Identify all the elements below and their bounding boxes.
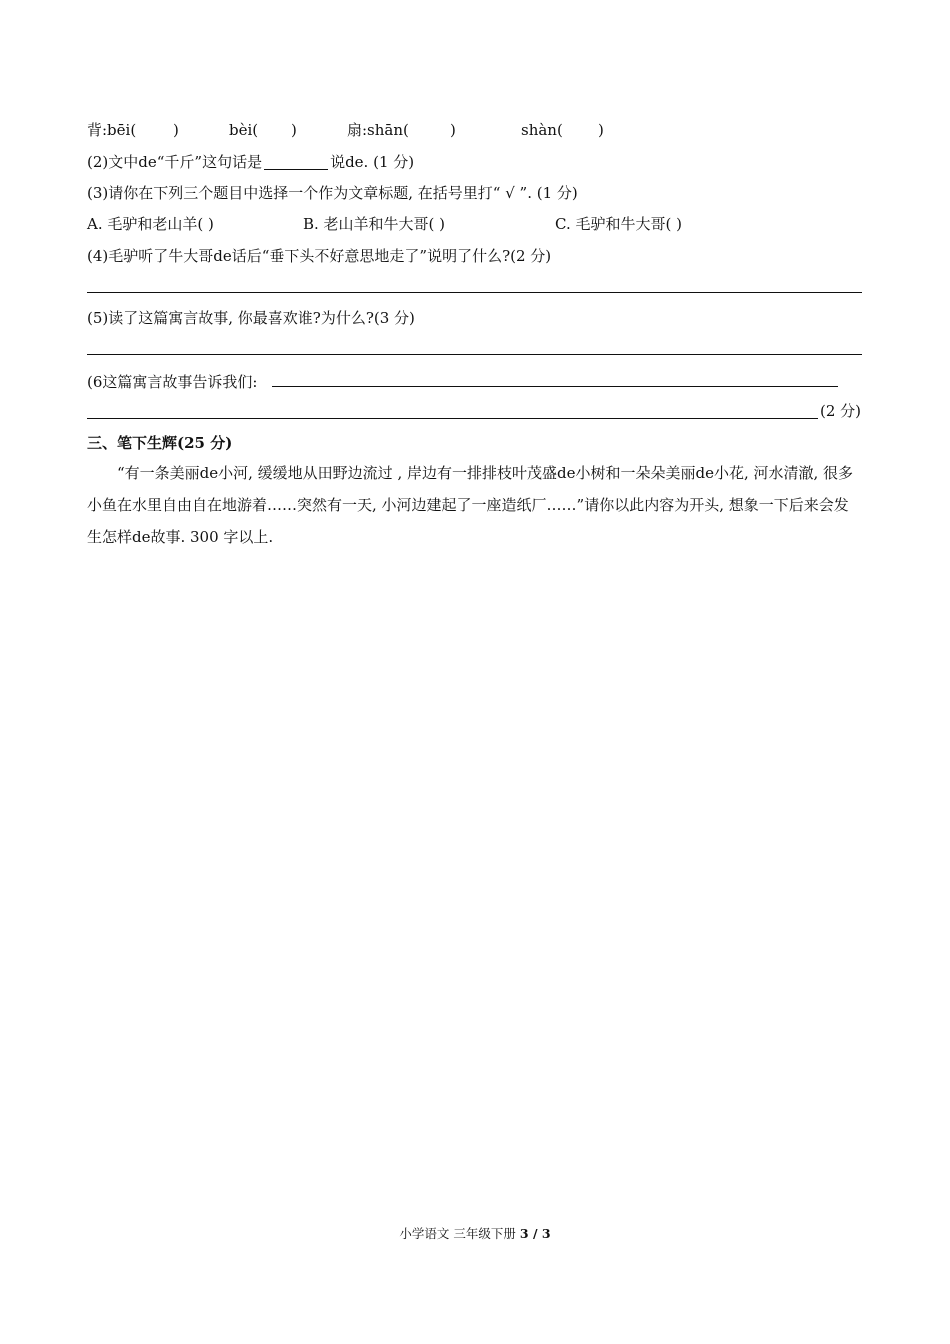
option-b[interactable]: B. 老山羊和牛大哥( ) bbox=[303, 215, 446, 233]
pinyin-bei1-label: 背:bēi( bbox=[87, 121, 137, 139]
page-footer bbox=[0, 1224, 950, 1242]
section-3-heading: 三、笔下生辉(25 分) bbox=[87, 434, 233, 452]
question-6-text: (6这篇寓言故事告诉我们: bbox=[87, 373, 258, 391]
footer-page-number: 3 / 3 bbox=[519, 1226, 551, 1241]
question-4-text: (4)毛驴听了牛大哥de话后“垂下头不好意思地走了”说明了什么?(2 分) bbox=[87, 247, 552, 265]
pinyin-shan4-close: ) bbox=[598, 121, 604, 139]
pinyin-bei1-close: ) bbox=[173, 121, 179, 139]
pinyin-bei4-close: ) bbox=[291, 121, 297, 139]
pinyin-shan1-label: 扇:shān( bbox=[347, 121, 409, 139]
option-c[interactable]: C. 毛驴和牛大哥( ) bbox=[555, 215, 682, 233]
question-2-answer-blank[interactable] bbox=[264, 153, 328, 170]
pinyin-bei4-label: bèi( bbox=[229, 121, 259, 139]
question-6-answer-line-1[interactable] bbox=[272, 386, 838, 387]
question-6-score: (2 分) bbox=[820, 402, 862, 420]
question-3-options bbox=[87, 214, 862, 234]
question-5-text: (5)读了这篇寓言故事, 你最喜欢谁?为什么?(3 分) bbox=[87, 309, 415, 327]
writing-prompt: “有一条美丽de小河, 缓缓地从田野边流过 , 岸边有一排排枝叶茂盛de小树和一朵朵美丽de小花, 河水清澈, 很多小鱼在水里自由自在地游着……突然有一天, 小河边建起了一座造纸厂……”请你以此内容为开头, 想象一下后来会发生怎样de故事. 300 字以上. bbox=[87, 464, 854, 546]
pinyin-shan1-close: ) bbox=[450, 121, 456, 139]
question-4-answer-line[interactable] bbox=[87, 292, 862, 293]
question-2-text-before: (2)文中de“千斤”这句话是 bbox=[87, 153, 263, 171]
question-5-answer-line[interactable] bbox=[87, 354, 862, 355]
footer-label: 小学语文 三年级下册 bbox=[399, 1226, 516, 1241]
question-2 bbox=[87, 152, 414, 172]
question-3-text: (3)请你在下列三个题目中选择一个作为文章标题, 在括号里打“ √ ”. (1 分) bbox=[87, 184, 578, 202]
question-6-answer-line-2[interactable] bbox=[87, 418, 818, 419]
pinyin-shan4-label: shàn( bbox=[521, 121, 563, 139]
question-2-text-after: 说de. (1 分) bbox=[330, 153, 415, 171]
option-a[interactable]: A. 毛驴和老山羊( ) bbox=[87, 215, 214, 233]
